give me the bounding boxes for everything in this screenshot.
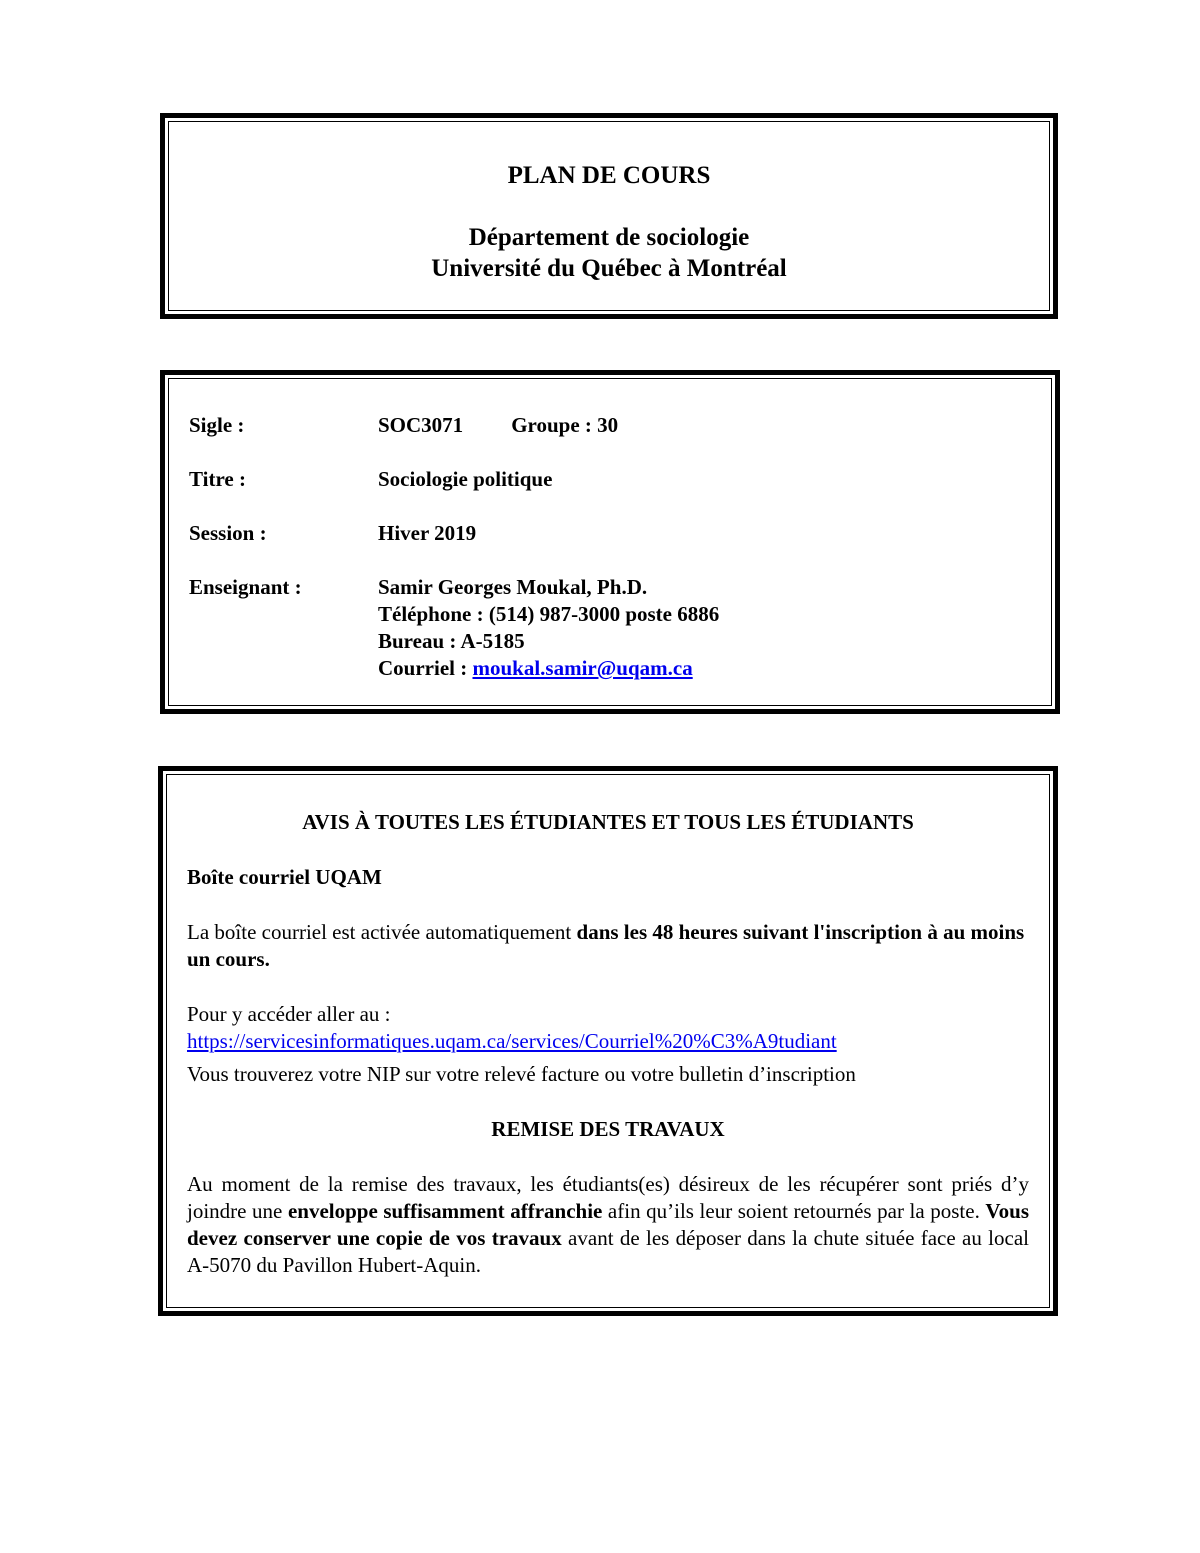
course-info-box [160, 370, 1060, 714]
remise-emphasis-envelope: enveloppe suffisamment affranchie [287, 1199, 603, 1223]
sigle-row [189, 412, 719, 439]
titre-row [189, 466, 719, 493]
access-paragraph [187, 1001, 1029, 1088]
titre-value: Sociologie politique [378, 467, 553, 491]
university-name: Université du Québec à Montréal [431, 255, 787, 282]
mailbox-paragraph: La boîte courriel est activée automatiquement dans les 48 heures suivant l'inscription à au moins un cours. [187, 920, 1025, 971]
telephone: Téléphone : (514) 987-3000 poste 6886 [378, 602, 720, 626]
titre-label: Titre : [189, 467, 246, 491]
sigle-value: SOC3071 [378, 413, 464, 437]
document-title: PLAN DE COURS [507, 162, 711, 189]
notice-title: AVIS À TOUTES LES ÉTUDIANTES ET TOUS LES ÉTUDIANTS [302, 810, 914, 834]
email-link[interactable]: moukal.samir@uqam.ca [472, 656, 693, 680]
groupe-value: Groupe : 30 [511, 413, 619, 437]
enseignant-row [189, 574, 719, 682]
session-value: Hiver 2019 [378, 521, 477, 545]
enseignant-name: Samir Georges Moukal, Ph.D. [378, 575, 648, 599]
remise-emphasis-copy: Vous devez conserver une copie de vos travaux [187, 1199, 1029, 1250]
sigle-label: Sigle : [189, 413, 245, 437]
session-row [189, 520, 719, 547]
access-text: Pour y accéder aller au : [187, 1002, 391, 1026]
notice-box [158, 766, 1058, 1316]
courriel-line [378, 655, 719, 682]
mailbox-url-link[interactable]: https://servicesinformatiques.uqam.ca/services/Courriel%20%C3%A9tudiant [187, 1029, 837, 1053]
header-box [160, 113, 1058, 319]
session-label: Session : [189, 521, 267, 545]
nip-text: Vous trouverez votre NIP sur votre relevé facture ou votre bulletin d’inscription [187, 1062, 856, 1086]
department-name: Département de sociologie [468, 224, 750, 251]
remise-title: REMISE DES TRAVAUX [491, 1117, 725, 1141]
enseignant-label: Enseignant : [189, 575, 302, 599]
remise-paragraph: Au moment de la remise des travaux, les étudiants(es) désireux de les récupérer sont priés d’y joindre une enveloppe suffisamment affranchie afin qu’ils leur soient retournés par la poste. Vous devez conserver une copie de vos travaux avant de les déposer dans la chute située face au local A-5070 du Pavillon Hubert-Aquin. [187, 1172, 1029, 1277]
mailbox-heading: Boîte courriel UQAM [187, 865, 382, 889]
bureau: Bureau : A-5185 [378, 629, 525, 653]
courriel-label: Courriel : [378, 656, 473, 680]
mailbox-emphasis: dans les 48 heures suivant l'inscription à au moins un cours. [187, 920, 1025, 971]
